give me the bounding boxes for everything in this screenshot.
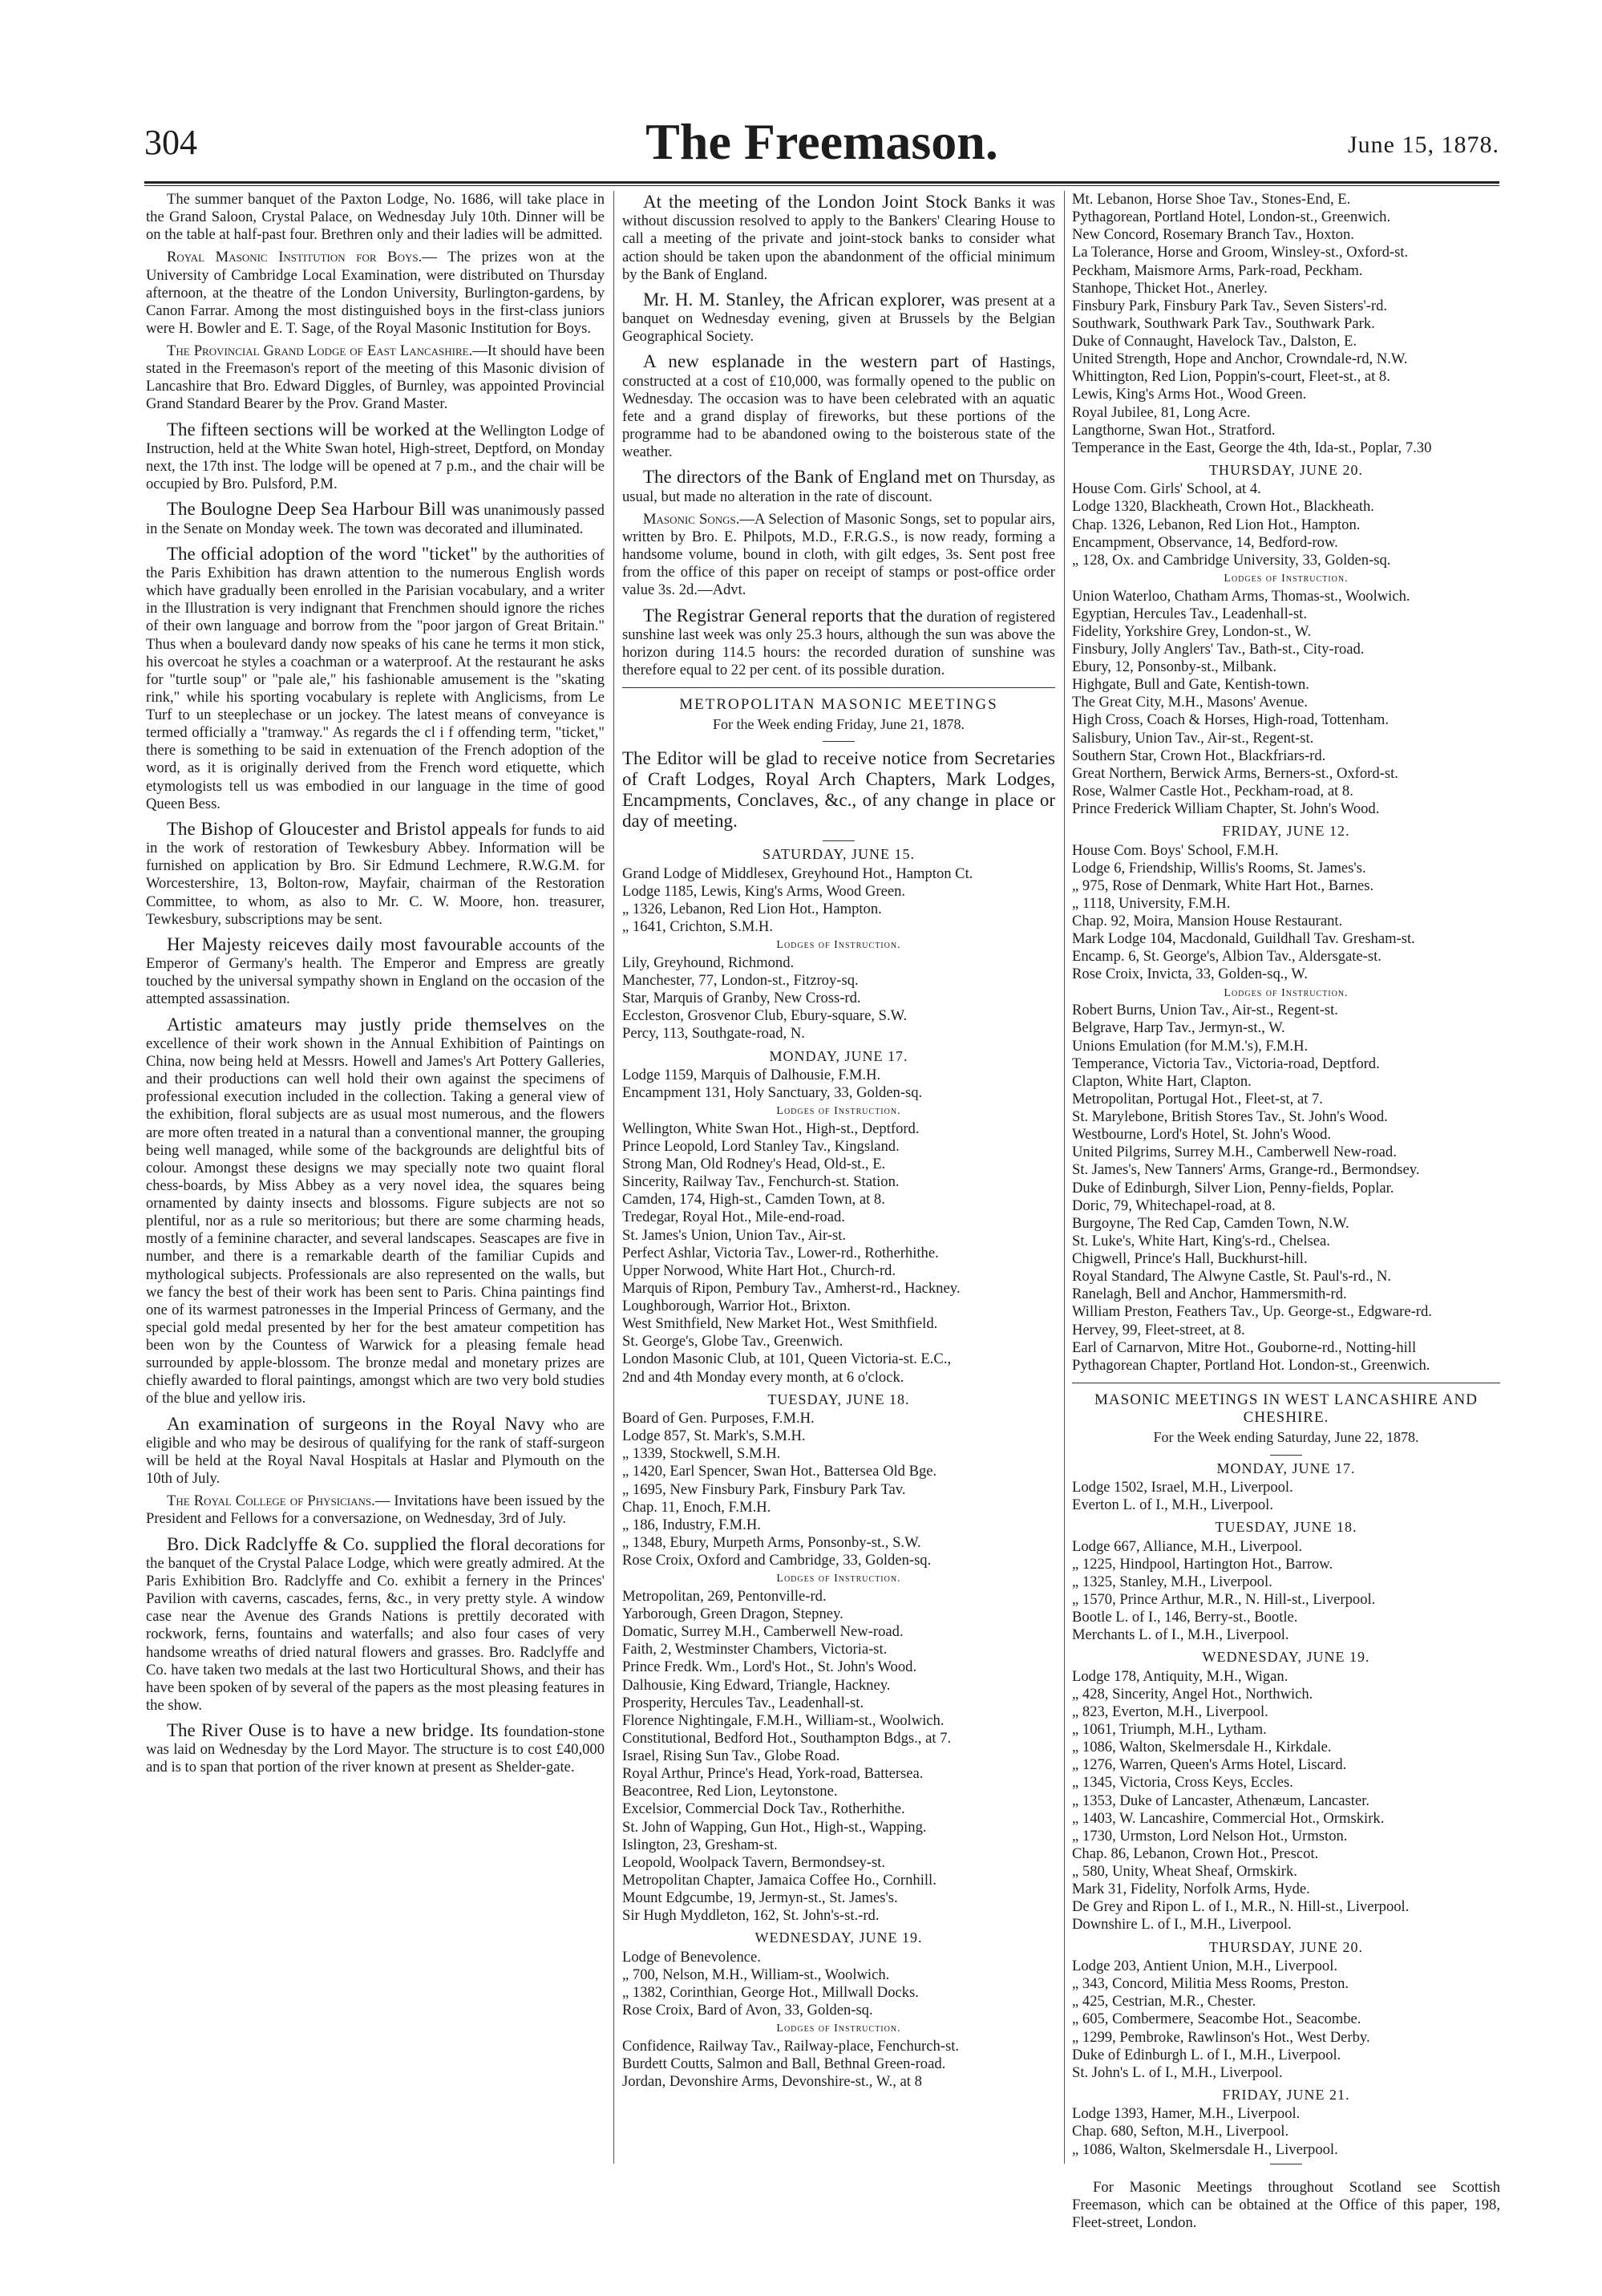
west-lancashire-subtitle: For the Week ending Saturday, June 22, 1878. <box>1153 1429 1419 1446</box>
meeting-entry: Westbourne, Lord's Hotel, St. John's Wood. <box>1072 1126 1332 1144</box>
meeting-entry: Lodge 1393, Hamer, M.H., Liverpool. <box>1072 2105 1301 2123</box>
meeting-entry: High Cross, Coach & Horses, High-road, Tottenham. <box>1072 711 1389 729</box>
news-paragraph <box>622 289 1055 346</box>
paragraph-lead: The Registrar General reports that the <box>643 605 923 626</box>
meeting-entry: Pythagorean, Portland Hotel, London-st., Greenwich. <box>1072 209 1391 226</box>
meeting-entry: Rose, Walmer Castle Hot., Peckham-road, at 8. <box>1072 782 1353 800</box>
meeting-list <box>1072 1002 1500 1375</box>
paragraph-body: —It should have been stated in the Freemason's report of the meeting of this Masonic division of Lancashire that Bro. Edward Diggles, of Burnley, was appointed Provincial Grand Standard Bearer by the Prov. Grand Master. <box>146 342 605 413</box>
paragraph-heading: The Provincial Grand Lodge of East Lancashire. <box>167 342 473 359</box>
meeting-list <box>622 954 1055 1043</box>
meeting-list <box>1072 842 1500 984</box>
meeting-list <box>1072 480 1500 569</box>
meeting-list <box>622 865 1055 937</box>
day-heading: THURSDAY, JUNE 20. <box>1208 1938 1364 1955</box>
meeting-entry: Dalhousie, King Edward, Triangle, Hackney. <box>622 1676 891 1694</box>
meeting-entry: „ 580, Unity, Wheat Sheaf, Ormskirk. <box>1072 1863 1297 1881</box>
meeting-entry: Royal Arthur, Prince's Head, York-road, Battersea. <box>622 1765 924 1783</box>
news-paragraph: The summer banquet of the Paxton Lodge, No. 1686, will take place in the Grand Saloon, Crystal Palace, on Wednesday July 10th. Dinner will be on the table at half-past four. Brethren only and their ladies will be admitted. <box>146 191 605 244</box>
paragraph-body: Thursday, as usual, but made no alteration in the rate of discount. <box>622 470 1056 505</box>
page-number: 304 <box>144 123 197 162</box>
meeting-entry: Manchester, 77, London-st., Fitzroy-sq. <box>622 972 859 989</box>
section-rule <box>622 687 1055 688</box>
meeting-entry: „ 425, Cestrian, M.R., Chester. <box>1072 1993 1256 2011</box>
meeting-entry: West Smithfield, New Market Hot., West Smithfield. <box>622 1315 938 1333</box>
meeting-entry: Excelsior, Commercial Dock Tav., Rotherhithe. <box>622 1800 905 1818</box>
meeting-entry: Islington, 23, Gresham-st. <box>622 1836 778 1853</box>
day-heading: SATURDAY, JUNE 15. <box>762 846 916 863</box>
paragraph-body: accounts of the Emperor of Germany's health. The Emperor and Empress are greatly touched by the universal sympathy shown in England on the occasion of the attempted assassination. <box>146 937 605 1008</box>
meeting-entry: Royal Standard, The Alwyne Castle, St. Paul's-rd., N. <box>1072 1268 1392 1286</box>
meeting-entry: United Strength, Hope and Anchor, Crowndale-rd, N.W. <box>1072 350 1408 368</box>
news-paragraph <box>622 191 1055 284</box>
news-paragraph <box>622 511 1055 600</box>
short-rule <box>1270 1455 1302 1456</box>
paragraph-lead: The fifteen sections will be worked at the <box>167 419 476 439</box>
meeting-entry: Duke of Edinburgh L. of I., M.H., Liverpool. <box>1072 2046 1341 2063</box>
meeting-entry: Marquis of Ripon, Pembury Tav., Amherst-rd., Hackney. <box>622 1279 961 1297</box>
news-paragraph <box>146 498 605 537</box>
meeting-entry: Lodge 1320, Blackheath, Crown Hot., Blackheath. <box>1072 498 1374 516</box>
meeting-entry: United Pilgrims, Surrey M.H., Camberwell New-road. <box>1072 1144 1397 1161</box>
meeting-entry: „ 1326, Lebanon, Red Lion Hot., Hampton. <box>622 900 882 917</box>
meeting-entry: Domatic, Surrey M.H., Camberwell New-road. <box>622 1623 904 1641</box>
column-divider <box>1064 191 1065 2164</box>
meeting-list <box>1072 1958 1500 2082</box>
meeting-entry: Salisbury, Union Tav., Air-st., Regent-st. <box>1072 729 1314 747</box>
meeting-entry: Burdett Coutts, Salmon and Ball, Bethnal Green-road. <box>622 2055 946 2072</box>
meeting-entry: Lodge 857, St. Mark's, S.M.H. <box>622 1427 806 1445</box>
meeting-entry: Constitutional, Bedford Hot., Southampton Bdgs., at 7. <box>622 1729 952 1747</box>
west-lancashire-title: MASONIC MEETINGS IN WEST LANCASHIRE AND CHESHIRE. <box>1094 1391 1478 1427</box>
meeting-entry: „ 186, Industry, F.M.H. <box>622 1516 761 1533</box>
paragraph-lead: A new esplanade in the western part of <box>643 351 988 372</box>
meeting-entry: „ 1276, Warren, Queen's Arms Hotel, Liscard. <box>1072 1756 1347 1774</box>
meeting-entry: „ 1345, Victoria, Cross Keys, Eccles. <box>1072 1774 1293 1792</box>
paragraph-lead: An examination of surgeons in the Royal Navy <box>167 1413 545 1434</box>
short-rule <box>823 741 855 742</box>
masthead-rule <box>144 181 1499 184</box>
meeting-entry: Rose Croix, Bard of Avon, 33, Golden-sq. <box>622 2002 873 2019</box>
meeting-entry: Lodge 1185, Lewis, King's Arms, Wood Green. <box>622 882 906 900</box>
meeting-entry: „ 700, Nelson, M.H., William-st., Woolwich. <box>622 1966 890 1983</box>
meeting-entry: Rose Croix, Invicta, 33, Golden-sq., W. <box>1072 966 1308 983</box>
meeting-entry: „ 1403, W. Lancashire, Commercial Hot., Ormskirk. <box>1072 1809 1385 1827</box>
day-heading: WEDNESDAY, JUNE 19. <box>1202 1649 1370 1666</box>
meeting-entry: Chap. 1326, Lebanon, Red Lion Hot., Hampton. <box>1072 516 1361 533</box>
paragraph-body: duration of registered sunshine last week was only 25.3 hours, although the sun was above the horizon during 114.5 hours: the recorded duration of sunshine was therefore equal to 22 per cent. of its possible duration. <box>622 608 1055 679</box>
news-paragraph <box>146 818 605 929</box>
meeting-entry: Israel, Rising Sun Tav., Globe Road. <box>622 1747 840 1764</box>
meeting-entry: Finsbury, Jolly Anglers' Tav., Bath-st., City-road. <box>1072 640 1365 658</box>
meeting-entry: Upper Norwood, White Hart Hot., Church-rd. <box>622 1261 896 1279</box>
meeting-entry: Metropolitan Chapter, Jamaica Coffee Ho., Cornhill. <box>622 1871 937 1889</box>
paragraph-body: by the authorities of the Paris Exhibition has drawn attention to the numerous English words which have gradually been enrolled in the Parisian vocabulary, and a writer in the Illustration is very indignant that Frenchmen should ignore the riches of their own language and borrow from the "poor jargon of Great Britain." Thus when a boulevard dandy now speaks of his cane he terms it mon stick, his overcoat he styles a coachman or a waterproof. At the restaurant he asks for "turtle soup" or "pale ale," his fashionable amusement is the "skating rink," while his sporting vocabulary is replete with Anglicisms, from Le Turf to un steeplechase or un jockey. The latest means of conveyance is termed officially a "tramway." As regards the cl i f offending term, "ticket," there is something to be said in extenuation of the French adoption of the word, as it is originally derived from the French word etiquette, which etymologists tell us was embodied in our language in the time of good Queen Bess. <box>146 546 605 812</box>
day-heading: FRIDAY, JUNE 12. <box>1222 823 1350 840</box>
paragraph-lead: At the meeting of the London Joint Stock <box>643 192 968 212</box>
meeting-entry: 2nd and 4th Monday every month, at 6 o'clock. <box>622 1368 904 1386</box>
editor-notice: The Editor will be glad to receive notice from Secretaries of Craft Lodges, Royal Arch Chapters, Mark Lodges, Encampments, Conclaves, &c., of any change in place or day of meeting. <box>622 748 1055 831</box>
meeting-entry: „ 1695, New Finsbury Park, Finsbury Park Tav. <box>622 1480 906 1498</box>
meeting-entry: Lodge of Benevolence. <box>622 1948 761 1966</box>
paragraph-lead: Her Majesty reiceves daily most favourable <box>167 933 503 954</box>
news-paragraph <box>146 342 605 414</box>
meeting-entry: Doric, 79, Whitechapel-road, at 8. <box>1072 1197 1276 1214</box>
meeting-entry: Union Waterloo, Chatham Arms, Thomas-st., Woolwich. <box>1072 587 1410 605</box>
meeting-entry: Prince Leopold, Lord Stanley Tav., Kingsland. <box>622 1137 900 1155</box>
news-paragraph <box>622 605 1055 680</box>
meeting-entry: „ 823, Everton, M.H., Liverpool. <box>1072 1703 1268 1720</box>
meeting-entry: Royal Jubilee, 81, Long Acre. <box>1072 403 1251 421</box>
meeting-entry: Lodge 667, Alliance, M.H., Liverpool. <box>1072 1537 1303 1555</box>
paragraph-body: foundation-stone was laid on Wednesday by the Lord Mayor. The structure is to cost £40,000 and is to span that portion of the river known at present as Shelder-gate. <box>146 1723 605 1776</box>
paragraph-body: decorations for the banquet of the Crystal Palace Lodge, which were greatly admired. At the Paris Exhibition Bro. Radclyffe and Co. exhibit a fernery in the Princes' Pavilion with caverns, cascades, ferns, &c., in very pretty style. A window case near the Avenue des Grands Nations is prettily decorated with rockwork, ferns, fountains and waterfalls; and also four cases of very handsome wreaths of dried natural flowers and grasses. Bro. Radclyffe and Co. have taken two medals at the last two Horticultural Shows, and their has have been spoken of by several of the papers as the most pleasing features in the show. <box>146 1537 605 1714</box>
meeting-entry: Mark 31, Fidelity, Norfolk Arms, Hyde. <box>1072 1881 1310 1898</box>
meeting-entry: Prince Frederick William Chapter, St. John's Wood. <box>1072 800 1380 818</box>
meeting-entry: Strong Man, Old Rodney's Head, Old-st., E. <box>622 1156 886 1173</box>
issue-date: June 15, 1878. <box>1348 132 1499 158</box>
paragraph-body: for funds to aid in the work of restoration of Tewkesbury Abbey. Information will be furnished on application by Bro. Sir Edmund Lechmere, R.W.G.M. for Worcestershire, 13, Bolton-row, Mayfair, chairman of the Restoration Committee, to whom, as also to Mr. C. W. Moore, hon. treasurer, Tewkesbury, subscriptions may be sent. <box>146 821 605 928</box>
meeting-entry: Ranelagh, Bell and Anchor, Hammersmith-rd. <box>1072 1286 1347 1303</box>
meeting-entry: Finsbury Park, Finsbury Park Tav., Seven Sisters'-rd. <box>1072 297 1388 314</box>
news-paragraph <box>146 1492 605 1528</box>
column-1 <box>146 191 605 2180</box>
meeting-list <box>1072 1668 1500 1934</box>
paragraph-body: Banks it was without discussion resolved to apply to the Bankers' Clearing House to call a meeting of the private and joint-stock banks to consider what action should be taken upon the abandonment of the official minimum by the Bank of England. <box>622 195 1055 283</box>
meeting-entry: Encampment 131, Holy Sanctuary, 33, Golden-sq. <box>622 1084 923 1102</box>
meeting-entry: Clapton, White Hart, Clapton. <box>1072 1072 1252 1090</box>
meeting-entry: „ 128, Ox. and Cambridge University, 33, Golden-sq. <box>1072 551 1391 569</box>
news-paragraph <box>146 1413 605 1488</box>
column-divider <box>613 191 614 2164</box>
meeting-entry: „ 1299, Pembroke, Rawlinson's Hot., West Derby. <box>1072 2028 1370 2046</box>
meeting-entry: Temperance in the East, George the 4th, Ida-st., Poplar, 7.30 <box>1072 439 1432 456</box>
meeting-entry: Temperance, Victoria Tav., Victoria-road, Deptford. <box>1072 1055 1380 1072</box>
column-3 <box>1072 191 1500 2231</box>
meeting-entry: Fidelity, Yorkshire Grey, London-st., W. <box>1072 622 1312 640</box>
meeting-list <box>622 1067 1055 1102</box>
meetings-title: METROPOLITAN MASONIC MEETINGS <box>679 696 998 714</box>
meeting-entry: „ 1348, Ebury, Murpeth Arms, Ponsonby-st., S.W. <box>622 1533 921 1551</box>
meeting-entry: St. John of Wapping, Gun Hot., High-st., Wapping. <box>622 1818 927 1836</box>
meeting-list <box>622 1410 1055 1569</box>
meeting-entry: Prosperity, Hercules Tav., Leadenhall-st. <box>622 1694 864 1711</box>
meeting-entry: Lodge 1502, Israel, M.H., Liverpool. <box>1072 1478 1293 1496</box>
meeting-entry: La Tolerance, Horse and Groom, Winsley-st., Oxford-st. <box>1072 244 1409 261</box>
meeting-entry: De Grey and Ripon L. of I., M.R., N. Hill-st., Liverpool. <box>1072 1898 1410 1916</box>
meeting-entry: Pythagorean Chapter, Portland Hot. London-st., Greenwich. <box>1072 1356 1430 1374</box>
meeting-entry: New Concord, Rosemary Branch Tav., Hoxton. <box>1072 226 1354 244</box>
day-heading: WEDNESDAY, JUNE 19. <box>754 1930 923 1946</box>
meeting-entry: Mount Edgcumbe, 19, Jermyn-st., St. James's. <box>622 1889 898 1906</box>
meeting-entry: Faith, 2, Westminster Chambers, Victoria-st. <box>622 1641 888 1658</box>
meeting-entry: „ 975, Rose of Denmark, White Hart Hot., Barnes. <box>1072 877 1374 894</box>
meeting-entry: Sincerity, Railway Tav., Fenchurch-st. Station. <box>622 1173 900 1191</box>
meeting-entry: Hervey, 99, Fleet-street, at 8. <box>1072 1321 1245 1338</box>
meeting-entry: Leopold, Woolpack Tavern, Bermondsey-st. <box>622 1853 886 1871</box>
masthead-rule-thin <box>144 185 1499 186</box>
meeting-entry: The Great City, M.H., Masons' Avenue. <box>1072 694 1309 711</box>
meeting-entry: „ 1570, Prince Arthur, M.R., N. Hill-st., Liverpool. <box>1072 1590 1376 1608</box>
meeting-entry: Sir Hugh Myddleton, 162, St. John's-st.-rd. <box>622 1907 880 1925</box>
day-heading: TUESDAY, JUNE 18. <box>1215 1519 1357 1536</box>
day-heading: MONDAY, JUNE 17. <box>769 1047 908 1064</box>
meeting-entry: Earl of Carnarvon, Mitre Hot., Gouborne-rd., Notting-hill <box>1072 1338 1417 1356</box>
meeting-entry: Chap. 86, Lebanon, Crown Hot., Prescot. <box>1072 1844 1319 1862</box>
meeting-entry: Lily, Greyhound, Richmond. <box>622 954 795 971</box>
meeting-entry: Rose Croix, Oxford and Cambridge, 33, Golden-sq. <box>622 1552 932 1569</box>
meeting-entry: Everton L. of I., M.H., Liverpool. <box>1072 1496 1273 1514</box>
meeting-entry: Perfect Ashlar, Victoria Tav., Lower-rd., Rotherhithe. <box>622 1244 939 1261</box>
meeting-entry: Bootle L. of I., 146, Berry-st., Bootle. <box>1072 1609 1298 1626</box>
day-heading: TUESDAY, JUNE 18. <box>767 1391 910 1407</box>
meeting-entry: Mark Lodge 104, Macdonald, Guildhall Tav. Gresham-st. <box>1072 930 1415 948</box>
paragraph-body: Invitations have been issued by the President and Fellows for a conversazione, on Wednesday, 3rd of July. <box>146 1492 605 1528</box>
news-paragraph <box>146 1719 605 1777</box>
meeting-entry: Metropolitan, Portugal Hot., Fleet-st, at 7. <box>1072 1090 1323 1108</box>
meeting-list <box>622 2038 1055 2091</box>
meeting-entry: Lodge 178, Antiquity, M.H., Wigan. <box>1072 1667 1288 1685</box>
meeting-entry: St. Luke's, White Hart, King's-rd., Chelsea. <box>1072 1232 1330 1249</box>
meeting-entry: „ 428, Sincerity, Angel Hot., Northwich. <box>1072 1685 1313 1703</box>
meeting-entry: „ 1086, Walton, Skelmersdale H., Kirkdale. <box>1072 1739 1332 1756</box>
loi-heading: Lodges of Instruction. <box>776 1105 901 1118</box>
meeting-entry: Highgate, Bull and Gate, Kentish-town. <box>1072 676 1309 694</box>
news-paragraph <box>146 1533 605 1715</box>
loi-heading: Lodges of Instruction. <box>776 1573 901 1585</box>
paragraph-body: —A Selection of Masonic Songs, set to popular airs, written by Bro. E. Philpots, M.D., F.R.G.S., is now ready, forming a handsome volume, bound in cloth, with gilt edges, 3s. Sent post free from the office of this paper on receipt of stamps or post-office order value 3s. 2d.—Advt. <box>622 510 1055 599</box>
paragraph-body: Wellington Lodge of Instruction, held at the White Swan hotel, High-street, Deptford, on Monday next, the 17th inst. The lodge will be opened at 7 p.m., and the chair will be occupied by Bro. Pulsford, P.M. <box>146 422 605 493</box>
scotland-footnote: For Masonic Meetings throughout Scotland see Scottish Freemason, which can be obtained at the Office of this paper, 198, Fleet-street, London. <box>1072 2178 1500 2231</box>
meeting-entry: Encampment, Observance, 14, Bedford-row. <box>1072 533 1338 551</box>
meeting-entry: Chap. 11, Enoch, F.M.H. <box>622 1498 771 1516</box>
paragraph-lead: The directors of the Bank of England met on <box>643 467 976 488</box>
meeting-entry: „ 605, Combermere, Seacombe Hot., Seacombe. <box>1072 2011 1361 2028</box>
news-paragraph <box>146 249 605 338</box>
meeting-entry: Whittington, Red Lion, Poppin's-court, Fleet-st., at 8. <box>1072 368 1390 386</box>
news-paragraph <box>146 1014 605 1408</box>
meeting-list <box>1072 191 1500 457</box>
meeting-entry: Robert Burns, Union Tav., Air-st., Regent-st. <box>1072 1002 1338 1019</box>
paragraph-body: The prizes won at the University of Cambridge Local Examination, were distributed on Thursday afternoon, at the theatre of the London University, Burlington-gardens, by Canon Farrar. Among the most distinguished boys in the first-class juniors were H. Bowler and E. T. Sage, of the Royal Masonic Institution for Boys. <box>146 249 605 337</box>
paragraph-body: on the excellence of their work shown in the Annual Exhibition of Paintings on China, now being held at Messrs. Howell and James's Art Pottery Galleries, and their productions can well hold their own against the specimens of professional execution included in the collection. Taking a general view of the exhibition, floral subjects are as usual most numerous, and the flowers are more often treated in a natural than a conventional manner, the grouping being well managed, while some of the backgrounds are delightful bits of colour. Amongst these designs we may specially note two quaint floral chess-boards, by Miss Abbey as a very novel idea, the squares being ornamented by dainty insects and blossoms. Figure subjects are not so plentiful, nor as a rule so meritorious; but there are some charming heads, mostly of a feminine character, and several landscapes. Seascapes are five in number, and there is a remarkable dearth of the familiar Cupids and mythological subjects. Professionals are also represented on the walls, but we fancy the best of their work has been sent to Paris. China paintings find one of its warmest patronesses in the Imperial Princess of Germany, and the special gold medal presented by her for the best amateur competition has been won by the Countess of Warwick for a pleasing female head surrounded by apple-blossom. The bronze medal and monetary prizes are chiefly awarded to floral paintings, amongst which are two very bold studies of the blue and yellow iris. <box>146 1017 605 1407</box>
meeting-entry: Metropolitan, 269, Pentonville-rd. <box>622 1587 827 1605</box>
meeting-entry: House Com. Girls' School, at 4. <box>1072 480 1261 498</box>
meeting-entry: „ 1420, Earl Spencer, Swan Hot., Battersea Old Bge. <box>622 1463 937 1480</box>
meeting-entry: „ 1225, Hindpool, Hartington Hot., Barrow. <box>1072 1555 1333 1573</box>
meeting-entry: Percy, 113, Southgate-road, N. <box>622 1025 805 1043</box>
meeting-entry: Eccleston, Grosvenor Club, Ebury-square, S.W. <box>622 1007 908 1025</box>
paragraph-lead: Bro. Dick Radclyffe & Co. supplied the floral <box>167 1533 510 1554</box>
meeting-entry: Tredegar, Royal Hot., Mile-end-road. <box>622 1209 845 1226</box>
meeting-entry: Encamp. 6, St. George's, Albion Tav., Aldersgate-st. <box>1072 948 1382 966</box>
meeting-entry: Downshire L. of I., M.H., Liverpool. <box>1072 1916 1292 1934</box>
meeting-entry: Lodge 6, Friendship, Willis's Rooms, St. James's. <box>1072 859 1366 877</box>
paragraph-lead: The official adoption of the word "ticket" <box>167 543 478 564</box>
meeting-entry: St. James's, New Tanners' Arms, Grange-rd., Bermondsey. <box>1072 1161 1420 1179</box>
paragraph-lead: The Bishop of Gloucester and Bristol appeals <box>167 818 507 839</box>
meeting-entry: Board of Gen. Purposes, F.M.H. <box>622 1410 815 1427</box>
meeting-entry: Loughborough, Warrior Hot., Brixton. <box>622 1298 851 1315</box>
paragraph-lead: Mr. H. M. Stanley, the African explorer, was <box>643 289 980 310</box>
meeting-entry: Jordan, Devonshire Arms, Devonshire-st., W., at 8 <box>622 2073 922 2091</box>
meeting-entry: Stanhope, Thicket Hot., Anerley. <box>1072 279 1268 297</box>
meeting-entry: Merchants L. of I., M.H., Liverpool. <box>1072 1626 1289 1644</box>
meeting-entry: House Com. Boys' School, F.M.H. <box>1072 841 1279 859</box>
meeting-entry: Duke of Connaught, Havelock Tav., Dalston, E. <box>1072 333 1357 350</box>
meeting-entry: „ 343, Concord, Militia Mess Rooms, Preston. <box>1072 1975 1349 1993</box>
loi-heading: Lodges of Instruction. <box>776 2023 901 2035</box>
meeting-entry: Chap. 92, Moira, Mansion House Restaurant. <box>1072 913 1343 930</box>
loi-heading: Lodges of Instruction. <box>1224 986 1349 999</box>
meeting-entry: Grand Lodge of Middlesex, Greyhound Hot., Hampton Ct. <box>622 865 973 882</box>
meeting-entry: Unions Emulation (for M.M.'s), F.M.H. <box>1072 1037 1309 1055</box>
meeting-entry: Lodge 203, Antient Union, M.H., Liverpool. <box>1072 1958 1338 1974</box>
meeting-entry: St. George's, Globe Tav., Greenwich. <box>622 1333 843 1350</box>
paragraph-body: Hastings, constructed at a cost of £10,000, was formally opened to the public on Wednesday. The occasion was to have been celebrated with an aquatic fete and a grand display of fireworks, but these portions of the programme had to be abandoned owing to the boisterous state of the weather. <box>622 354 1055 461</box>
meeting-entry: Lewis, King's Arms Hot., Wood Green. <box>1072 386 1307 403</box>
meeting-entry: Florence Nightingale, F.M.H., William-st., Woolwich. <box>622 1711 945 1729</box>
paragraph-body: unanimously passed in the Senate on Monday week. The town was decorated and illuminated. <box>146 502 605 537</box>
meeting-entry: St. James's Union, Union Tav., Air-st. <box>622 1226 847 1244</box>
meeting-entry: „ 1382, Corinthian, George Hot., Millwall Docks. <box>622 1983 919 2001</box>
meeting-entry: Chigwell, Prince's Hall, Buckhurst-hill. <box>1072 1250 1308 1267</box>
meeting-entry: Yarborough, Green Dragon, Stepney. <box>622 1606 843 1622</box>
meeting-list <box>1072 1538 1500 1645</box>
meeting-entry: „ 1061, Triumph, M.H., Lytham. <box>1072 1721 1267 1739</box>
meetings-subtitle: For the Week ending Friday, June 21, 1878. <box>712 715 965 732</box>
news-paragraph <box>622 350 1055 461</box>
meeting-entry: Lodge 1159, Marquis of Dalhousie, F.M.H. <box>622 1066 881 1083</box>
meeting-entry: Southwark, Southwark Park Tav., Southwark Park. <box>1072 314 1375 332</box>
day-heading: FRIDAY, JUNE 21. <box>1222 2086 1350 2103</box>
meeting-entry: Ebury, 12, Ponsonby-st., Milbank. <box>1072 658 1276 676</box>
meeting-entry: Duke of Edinburgh, Silver Lion, Penny-fields, Poplar. <box>1072 1179 1394 1197</box>
meeting-entry: Egyptian, Hercules Tav., Leadenhall-st. <box>1072 605 1307 622</box>
day-heading: MONDAY, JUNE 17. <box>1216 1460 1356 1476</box>
meeting-entry: Southern Star, Crown Hot., Blackfriars-rd. <box>1072 747 1326 764</box>
meeting-entry: „ 1086, Walton, Skelmersdale H., Liverpool. <box>1072 2140 1338 2158</box>
meeting-entry: Star, Marquis of Granby, New Cross-rd. <box>622 990 861 1007</box>
meeting-list <box>1072 2105 1500 2158</box>
paragraph-lead: The River Ouse is to have a new bridge. Its <box>167 1720 499 1740</box>
meeting-entry: Beacontree, Red Lion, Leytonstone. <box>622 1783 838 1800</box>
meeting-entry: Belgrave, Harp Tav., Jermyn-st., W. <box>1072 1019 1285 1037</box>
paragraph-body: who are eligible and who may be desirous of qualifying for the rank of staff-surgeon will be held at the Royal Naval Hospitals at Haslar and Plymouth on the 10th of July. <box>146 1416 605 1488</box>
meeting-entry: St. Marylebone, British Stores Tav., St. John's Wood. <box>1072 1108 1388 1125</box>
news-paragraph <box>146 419 605 494</box>
loi-heading: Lodges of Instruction. <box>1224 572 1349 585</box>
meeting-entry: Chap. 680, Sefton, M.H., Liverpool. <box>1072 2123 1289 2140</box>
meeting-entry: Langthorne, Swan Hot., Stratford. <box>1072 421 1276 439</box>
meeting-entry: „ 1118, University, F.M.H. <box>1072 894 1231 912</box>
paragraph-heading: Royal Masonic Institution for Boys.— <box>167 249 437 266</box>
meeting-entry: „ 1339, Stockwell, S.M.H. <box>622 1445 781 1463</box>
meeting-entry: „ 1641, Crichton, S.M.H. <box>622 918 773 936</box>
meeting-entry: „ 1353, Duke of Lancaster, Athenæum, Lancaster. <box>1072 1792 1370 1809</box>
paragraph-lead: The Boulogne Deep Sea Harbour Bill was <box>167 499 480 520</box>
paragraph-lead: Artistic amateurs may justly pride themselves <box>167 1014 548 1035</box>
meeting-entry: London Masonic Club, at 101, Queen Victoria-st. E.C., <box>622 1350 952 1368</box>
meeting-list <box>622 1120 1055 1387</box>
meeting-entry: Prince Fredk. Wm., Lord's Hot., St. John's Wood. <box>622 1658 917 1676</box>
short-rule <box>823 840 855 841</box>
paragraph-heading: The Royal College of Physicians.— <box>167 1492 390 1510</box>
meeting-entry: „ 1730, Urmston, Lord Nelson Hot., Urmston. <box>1072 1827 1348 1844</box>
paragraph-heading: Masonic Songs. <box>643 510 740 528</box>
meeting-entry: St. John's L. of I., M.H., Liverpool. <box>1072 2063 1283 2081</box>
meeting-list <box>1072 588 1500 819</box>
meeting-entry: Great Northern, Berwick Arms, Berners-st., Oxford-st. <box>1072 764 1398 782</box>
day-heading: THURSDAY, JUNE 20. <box>1208 461 1364 478</box>
meeting-entry: Mt. Lebanon, Horse Shoe Tav., Stones-End, E. <box>1072 191 1351 208</box>
meeting-entry: Confidence, Railway Tav., Railway-place, Fenchurch-st. <box>622 2037 960 2055</box>
meeting-entry: Burgoyne, The Red Cap, Camden Town, N.W. <box>1072 1214 1349 1232</box>
meeting-list <box>1072 1479 1500 1514</box>
meeting-list <box>622 1588 1055 1925</box>
loi-heading: Lodges of Instruction. <box>776 939 901 952</box>
meeting-entry: Camden, 174, High-st., Camden Town, at 8. <box>622 1191 885 1209</box>
news-paragraph <box>146 543 605 813</box>
paragraph-body: present at a banquet on Wednesday evening, given at Brussels by the Belgian Geographical Society. <box>622 292 1055 346</box>
news-paragraph <box>622 466 1055 505</box>
meeting-entry: „ 1325, Stanley, M.H., Liverpool. <box>1072 1573 1272 1590</box>
news-paragraph <box>146 933 605 1009</box>
meeting-entry: Peckham, Maismore Arms, Park-road, Peckham. <box>1072 261 1363 279</box>
meeting-entry: William Preston, Feathers Tav., Up. George-st., Edgware-rd. <box>1072 1303 1432 1321</box>
masthead <box>144 112 1499 176</box>
column-2 <box>622 191 1055 2180</box>
meeting-entry: Wellington, White Swan Hot., High-st., Deptford. <box>622 1120 920 1137</box>
meeting-list <box>622 1949 1055 2020</box>
paper-title: The Freemason. <box>645 113 998 170</box>
